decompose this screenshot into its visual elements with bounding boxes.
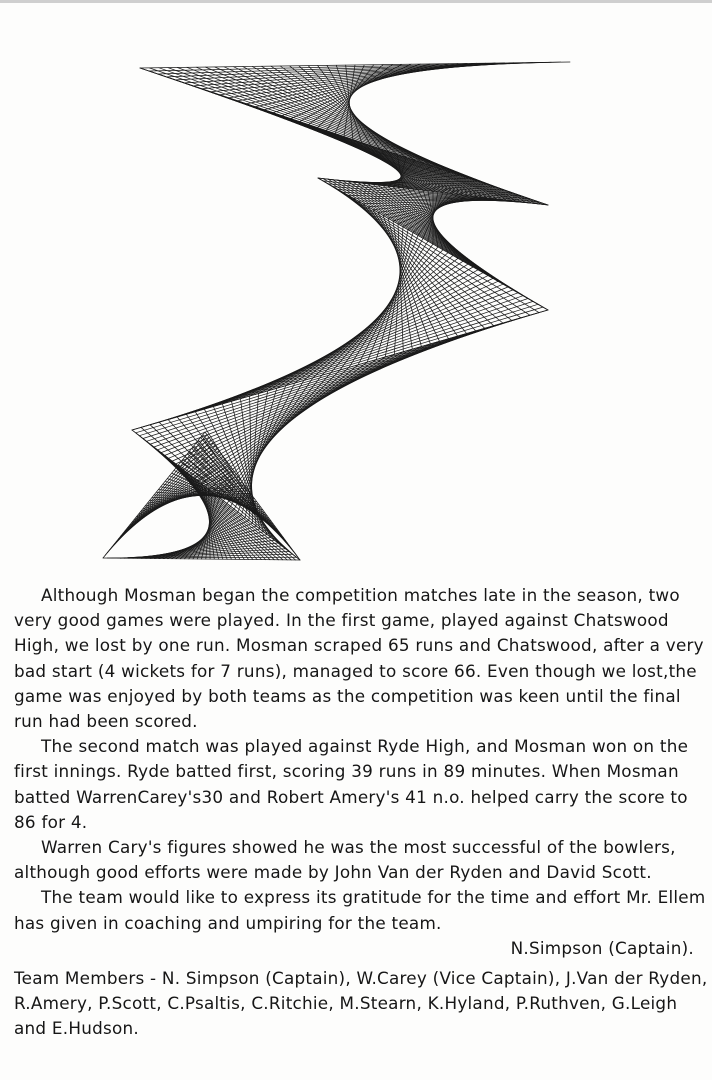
report-paragraph-4: The team would like to express its gratitude for the time and effort Mr. Ellem has given in coaching and umpiring for the team. [14,887,706,933]
report-paragraph-1: Although Mosman began the competition matches late in the season, two very good games were played. In the first game, played against Chatswood High, we lost by one run. Mosman scraped 65 runs and Chatswood, after a very bad start (4 wickets for 7 runs), managed to score 66. Even though we lost,the game was enjoyed by both teams as the competition was keen until the final run had been scored. [14,585,704,732]
string-art-band-4 [132,178,548,430]
captain-signature: N.Simpson (Captain). [510,937,694,958]
cricket-report [14,583,708,1042]
report-paragraph-3: Warren Cary's figures showed he was the most successful of the bowlers, although good efforts were made by John Van der Ryden and David Scott. [14,837,676,883]
report-paragraph-2: The second match was played against Ryde High, and Mosman won on the first innings. Ryde batted first, scoring 39 runs in 89 minutes. When Mosman batted WarrenCarey's30 and Robert Amery's 41 n.o. helped carry the score to 86 for 4. [14,736,689,832]
team-members: Team Members - N. Simpson (Captain), W.Carey (Vice Captain), J.Van der Ryden, R.Amery, P.Scott, C.Psaltis, C.Ritchie, M.Stearn, K.Hyland, P.Ruthven, G.Leigh and E.Hudson. [14,968,708,1039]
